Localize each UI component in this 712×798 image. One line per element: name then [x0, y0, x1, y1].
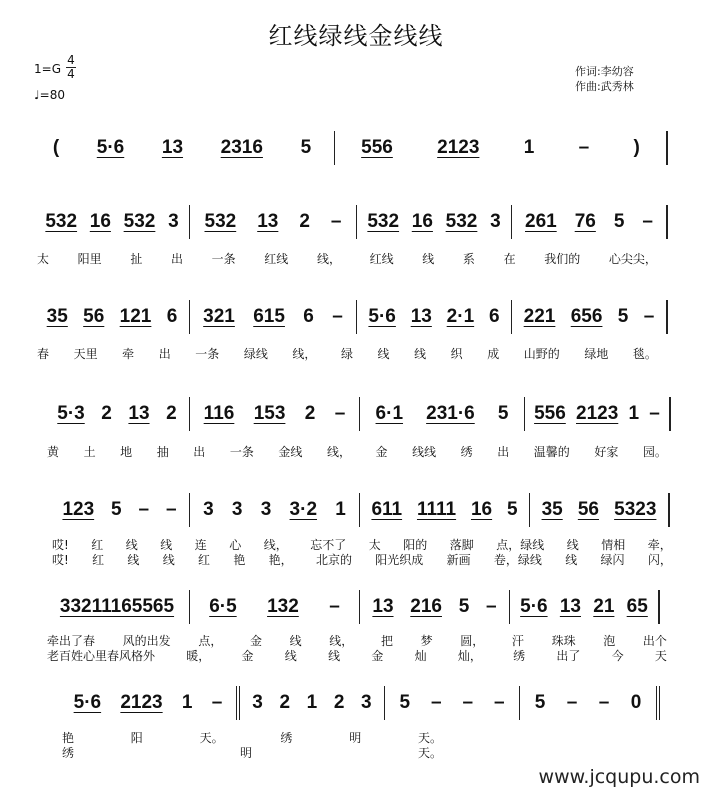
lyric-word: 梦	[420, 634, 433, 648]
lyric-word: 把	[380, 634, 393, 648]
note-group: 5·6	[73, 692, 102, 713]
staff-system	[50, 493, 670, 527]
lyric-line	[37, 345, 657, 362]
note-group: 13	[128, 403, 150, 424]
lyric-word: 线线	[412, 445, 437, 459]
lyric-word: 哎!	[52, 538, 69, 552]
note-group: –	[649, 403, 660, 424]
composer: 作曲:武秀林	[575, 80, 634, 93]
note-group: 2316	[220, 137, 263, 158]
lyric-word: 太	[368, 538, 381, 552]
measure	[35, 300, 190, 334]
lyric-word: 出	[497, 445, 510, 459]
note-group: 1	[523, 137, 535, 158]
measure	[360, 590, 510, 624]
note-group: 5	[458, 596, 470, 617]
time-bottom: 4	[67, 67, 75, 81]
measure	[240, 686, 385, 720]
lyric-word: 一条	[195, 347, 220, 361]
note-group: 13	[161, 137, 184, 158]
lyric-word: 扯	[130, 252, 143, 266]
note-group: 2123	[576, 403, 619, 424]
note-group: 2	[299, 211, 310, 232]
note-group: –	[486, 596, 497, 617]
note-group: 611	[371, 499, 403, 520]
lyric-word: 珠珠	[551, 634, 576, 648]
lyric-word: 红	[198, 553, 211, 567]
measure	[520, 686, 660, 720]
lyric-word: 出	[158, 347, 171, 361]
lyric-word: 灿	[414, 649, 427, 663]
lyric-word: 线，	[316, 252, 341, 266]
note-group: 5	[300, 137, 312, 158]
note-group: 2	[166, 403, 177, 424]
lyric-word: 绿地	[584, 347, 609, 361]
note-group: 216	[410, 596, 442, 617]
note-group: 3	[361, 692, 372, 713]
note-group: –	[329, 596, 340, 617]
note-group: 532	[45, 211, 78, 232]
lyric-word: 阳	[130, 731, 143, 745]
lyric-line	[37, 250, 657, 267]
note-group: 6	[166, 306, 178, 327]
note-group: 6·5	[209, 596, 237, 617]
lyric-word: 卷，绿线	[493, 553, 542, 567]
note-group: 13	[257, 211, 279, 232]
lyric-word: 落脚	[449, 538, 474, 552]
lyric-word: 红	[91, 538, 104, 552]
lyric-word: 线，	[326, 445, 351, 459]
measure	[512, 205, 668, 239]
note-group: –	[643, 306, 655, 327]
lyric-word: 天。	[199, 731, 224, 745]
lyric-word: 绿线	[243, 347, 268, 361]
note-group: 5323	[614, 499, 657, 520]
lyric-word: 明	[239, 746, 252, 760]
note-group: –	[330, 211, 342, 232]
note-group: 65	[626, 596, 648, 617]
staff-system	[30, 131, 668, 165]
lyric-word: 温馨的	[533, 445, 570, 459]
lyric-word: 金线	[278, 445, 303, 459]
lyric-word: 点，绿线	[496, 538, 545, 552]
note-group: 5	[613, 211, 625, 232]
lyric-word: 金	[249, 634, 262, 648]
lyric-word: 天	[654, 649, 667, 663]
song-title: 红线绿线金线线	[268, 22, 444, 50]
lyric-word: 汗	[511, 634, 524, 648]
note-group: 5·6	[520, 596, 548, 617]
note-group: 261	[525, 211, 557, 232]
note-group: (	[52, 137, 60, 158]
lyric-word: 金	[241, 649, 254, 663]
note-group: 221	[523, 306, 556, 327]
lyric-line	[52, 551, 672, 568]
measure	[45, 590, 190, 624]
lyric-word: 在	[503, 252, 516, 266]
measure	[525, 397, 671, 431]
note-group: 2123	[437, 137, 480, 158]
note-group: 6·1	[375, 403, 404, 424]
lyric-word: 牵，	[647, 538, 672, 552]
note-group: 615	[253, 306, 285, 327]
lyric-line	[47, 443, 667, 460]
lyric-word: 绿	[340, 347, 353, 361]
note-group: 132	[267, 596, 299, 617]
lyric-word: 成	[487, 347, 500, 361]
measure	[357, 300, 512, 334]
note-group: 231·6	[426, 403, 475, 424]
lyric-word: 老百姓心里春风格外	[47, 649, 156, 663]
staff-system	[45, 590, 660, 624]
lyric-word: 绿闪	[600, 553, 625, 567]
note-group: 16	[470, 499, 493, 520]
lyric-word: 金	[375, 445, 388, 459]
lyric-word: 今	[611, 649, 624, 663]
staff-system	[35, 205, 668, 239]
note-group: 321	[203, 306, 235, 327]
lyric-word: 哎!	[52, 553, 69, 567]
note-group: –	[462, 692, 474, 713]
lyric-word: 线	[160, 538, 173, 552]
measure	[190, 590, 360, 624]
note-group: 2123	[120, 692, 163, 713]
note-group: 35	[541, 499, 563, 520]
lyric-word: 线	[328, 649, 341, 663]
lyric-word: 出个	[642, 634, 667, 648]
lyric-word: 我们的	[544, 252, 581, 266]
measure	[360, 493, 530, 527]
note-group: 1	[181, 692, 193, 713]
note-group: 3	[490, 211, 501, 232]
lyric-word: 线，	[292, 347, 317, 361]
note-group: –	[332, 306, 343, 327]
measure	[190, 493, 360, 527]
lyric-line	[62, 744, 442, 761]
measure	[50, 493, 190, 527]
note-group: 1	[628, 403, 640, 424]
note-group: 33211165565	[59, 596, 175, 617]
key-signature: 1=G	[34, 62, 61, 76]
watermark: www.jcqupu.com	[538, 766, 700, 788]
note-group: 556	[361, 137, 393, 158]
lyric-word: 线	[566, 538, 579, 552]
note-group: 656	[570, 306, 603, 327]
measure	[335, 131, 668, 165]
note-group: –	[598, 692, 610, 713]
note-group: 532	[367, 211, 400, 232]
measure	[360, 397, 525, 431]
note-group: 2	[279, 692, 291, 713]
note-group: 5	[617, 306, 629, 327]
lyric-word: 点，	[198, 634, 223, 648]
staff-system	[45, 397, 671, 431]
lyric-word: 红	[92, 553, 105, 567]
lyric-word: 园。	[642, 445, 667, 459]
note-group: –	[642, 211, 653, 232]
lyric-word: 阳里	[77, 252, 102, 266]
lyric-word: 艳，	[268, 553, 293, 567]
note-group: 5	[399, 692, 411, 713]
lyric-word: 毯。	[632, 347, 657, 361]
note-group: 532	[123, 211, 156, 232]
note-group: 5	[111, 499, 122, 520]
note-group: 1	[306, 692, 318, 713]
measure	[385, 686, 520, 720]
note-group: 2	[304, 403, 316, 424]
lyric-word: 天里	[73, 347, 98, 361]
lyric-word: 新画	[446, 553, 471, 567]
note-group: 3·2	[289, 499, 318, 520]
lyric-word: 明	[349, 731, 362, 745]
note-group: 5	[497, 403, 509, 424]
lyric-word: 线	[284, 649, 297, 663]
lyric-word: 灿，	[457, 649, 482, 663]
note-group: 116	[203, 403, 235, 424]
note-group: 5·6	[368, 306, 396, 327]
note-group: 6	[488, 306, 500, 327]
note-group: 6	[303, 306, 314, 327]
lyric-word: 连	[194, 538, 207, 552]
lyric-word: 心	[229, 538, 242, 552]
lyric-word: 出	[170, 252, 183, 266]
lyric-word: 系	[462, 252, 475, 266]
lyric-word: 春	[37, 347, 50, 361]
lyric-word: 情相	[601, 538, 626, 552]
time-signature	[66, 54, 76, 81]
note-group: 2	[101, 403, 112, 424]
note-group: –	[211, 692, 223, 713]
lyric-word: 线	[414, 347, 427, 361]
note-group: 3	[252, 692, 263, 713]
note-group: 2	[333, 692, 345, 713]
credits	[575, 64, 634, 94]
note-group: 556	[534, 403, 566, 424]
staff-system	[60, 686, 660, 720]
lyric-word: 绣	[460, 445, 473, 459]
lyric-word: 线	[565, 553, 578, 567]
lyric-word: 艳	[62, 731, 75, 745]
measure	[190, 300, 357, 334]
lyric-line	[47, 647, 667, 664]
lyric-word: 线	[162, 553, 175, 567]
tempo-mark: ♩=80	[34, 88, 65, 102]
note-group: 5·3	[57, 403, 85, 424]
lyric-word: 绣	[62, 746, 75, 760]
note-group: 13	[410, 306, 432, 327]
lyric-word: 红线	[369, 252, 394, 266]
note-group: 13	[559, 596, 581, 617]
note-group: 13	[372, 596, 394, 617]
note-group: –	[493, 692, 505, 713]
measure	[512, 300, 668, 334]
lyric-word: 出了	[556, 649, 581, 663]
lyric-word: 忘不了	[310, 538, 347, 552]
lyric-word: 线，	[329, 634, 354, 648]
lyric-word: 圆，	[460, 634, 485, 648]
note-group: 3	[203, 499, 214, 520]
measure	[530, 493, 670, 527]
measure	[35, 205, 190, 239]
note-group: 532	[204, 211, 237, 232]
note-group: –	[138, 499, 150, 520]
lyric-word: 一条	[211, 252, 236, 266]
note-group: 5·6	[96, 137, 125, 158]
lyric-word: 线	[289, 634, 302, 648]
note-group: 153	[253, 403, 286, 424]
lyric-word: 线	[422, 252, 435, 266]
lyric-word: 红线	[264, 252, 289, 266]
lyric-word: 线	[377, 347, 390, 361]
note-group: 16	[89, 211, 111, 232]
measure	[45, 397, 190, 431]
measure	[357, 205, 512, 239]
lyric-word: 天。	[417, 746, 442, 760]
lyric-word: 织	[450, 347, 463, 361]
lyric-word: 线，	[263, 538, 288, 552]
note-group: 1	[335, 499, 346, 520]
lyric-word: 牵出了春	[47, 634, 96, 648]
staff-system	[35, 300, 668, 334]
lyric-word: 绣	[280, 731, 293, 745]
lyric-word: 暖，	[186, 649, 211, 663]
measure	[30, 131, 335, 165]
lyric-word: 心尖尖，	[608, 252, 657, 266]
lyric-word: 线	[125, 538, 138, 552]
note-group: 5	[534, 692, 546, 713]
note-group: )	[633, 137, 640, 158]
lyric-word: 阳光织成	[375, 553, 424, 567]
lyric-word: 土	[83, 445, 96, 459]
lyric-word: 地	[120, 445, 133, 459]
lyric-word: 艳	[233, 553, 246, 567]
measure	[510, 590, 660, 624]
lyric-word: 抽	[156, 445, 169, 459]
lyric-word: 风的出发	[122, 634, 171, 648]
note-group: 0	[630, 692, 642, 713]
note-group: 532	[445, 211, 478, 232]
lyric-word: 山野的	[523, 347, 560, 361]
measure	[190, 205, 357, 239]
note-group: –	[334, 403, 346, 424]
note-group: 123	[62, 499, 95, 520]
lyric-word: 好家	[594, 445, 619, 459]
lyric-word: 北京的	[315, 553, 352, 567]
lyric-word: 线	[127, 553, 140, 567]
lyric-word: 一条	[229, 445, 254, 459]
lyric-word: 天。	[417, 731, 442, 745]
note-group: 56	[577, 499, 599, 520]
note-group: 3	[231, 499, 243, 520]
note-group: 121	[119, 306, 152, 327]
lyricist: 作词:李幼容	[575, 65, 634, 78]
time-top: 4	[67, 53, 75, 67]
note-group: –	[165, 499, 177, 520]
lyric-word: 绣	[513, 649, 526, 663]
note-group: 5	[506, 499, 518, 520]
lyric-word: 泡	[603, 634, 616, 648]
measure	[190, 397, 360, 431]
note-group: 1111	[416, 499, 457, 520]
note-group: –	[430, 692, 442, 713]
lyric-word: 出	[193, 445, 206, 459]
lyric-word: 黄	[47, 445, 60, 459]
measure	[60, 686, 240, 720]
note-group: –	[578, 137, 590, 158]
note-group: 76	[574, 211, 596, 232]
lyric-word: 太	[37, 252, 50, 266]
note-group: 21	[593, 596, 615, 617]
note-group: 3	[260, 499, 272, 520]
lyric-word: 牵	[122, 347, 135, 361]
lyric-word: 闪，	[647, 553, 672, 567]
note-group: –	[566, 692, 578, 713]
note-group: 56	[83, 306, 105, 327]
note-group: 2·1	[446, 306, 475, 327]
lyric-word: 金	[371, 649, 384, 663]
note-group: 3	[168, 211, 179, 232]
note-group: 16	[411, 211, 433, 232]
note-group: 35	[46, 306, 68, 327]
lyric-word: 阳的	[403, 538, 428, 552]
